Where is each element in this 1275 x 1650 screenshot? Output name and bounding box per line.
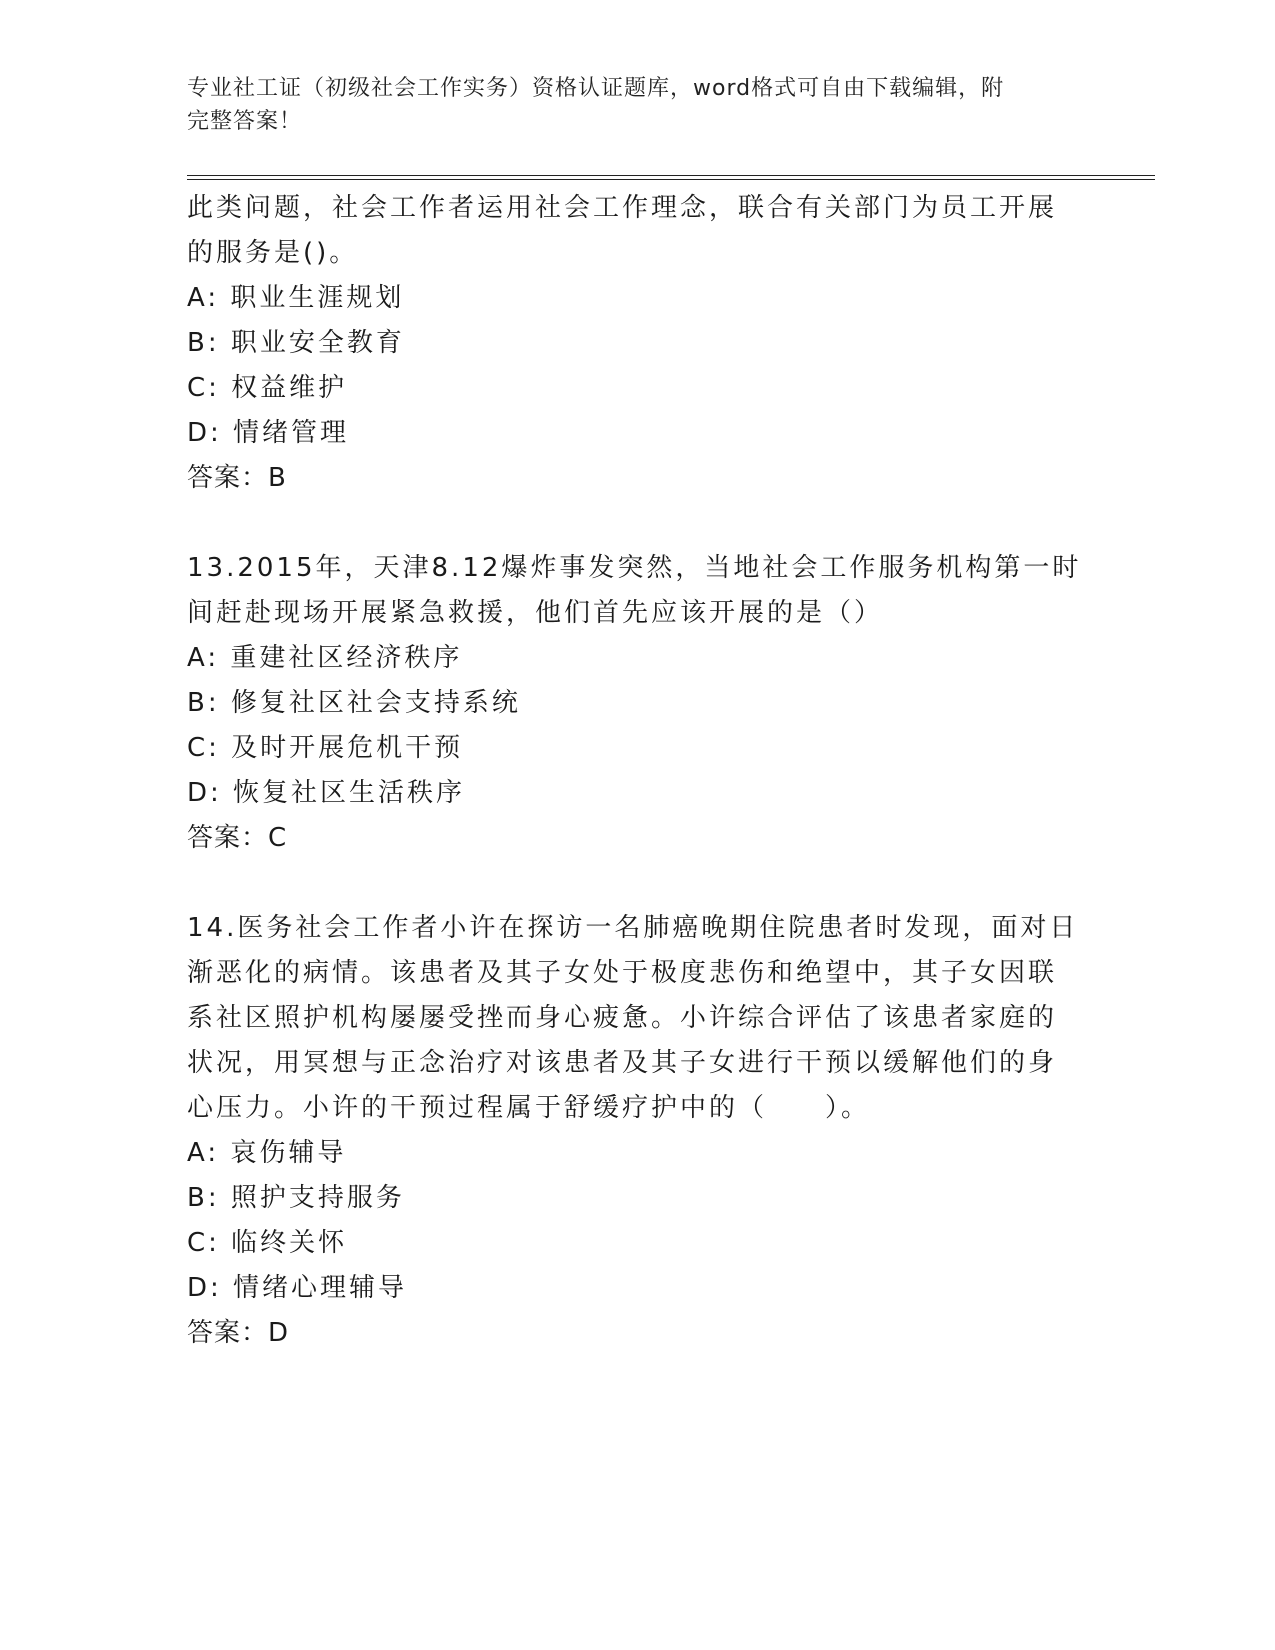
question-12 — [187, 186, 1087, 501]
question-14-stem-line-1: 14.医务社会工作者小许在探访一名肺癌晚期住院患者时发现，面对日 — [187, 913, 1079, 943]
question-12-option-c: C: 权益维护 — [187, 373, 348, 403]
question-12-answer: 答案：B — [187, 463, 287, 493]
question-12-option-d: D: 情绪管理 — [187, 418, 350, 448]
question-13 — [187, 546, 1087, 861]
question-13-option-a: A: 重建社区经济秩序 — [187, 643, 463, 673]
question-12-option-b: B: 职业安全教育 — [187, 328, 405, 358]
question-12-option-a: A: 职业生涯规划 — [187, 283, 405, 313]
question-14-option-c: C: 临终关怀 — [187, 1228, 348, 1258]
question-14-stem-line-4: 状况，用冥想与正念治疗对该患者及其子女进行干预以缓解他们的身 — [187, 1048, 1058, 1078]
question-14-option-d: D: 情绪心理辅导 — [187, 1273, 408, 1303]
question-14-stem-line-5: 心压力。小许的干预过程属于舒缓疗护中的（ ）。 — [187, 1093, 871, 1123]
question-12-stem-line-1: 此类问题，社会工作者运用社会工作理念，联合有关部门为员工开展 — [187, 193, 1058, 223]
question-14-answer: 答案：D — [187, 1318, 290, 1348]
header-line-2: 完整答案！ — [187, 109, 303, 134]
question-13-option-c: C: 及时开展危机干预 — [187, 733, 464, 763]
question-13-stem-line-2: 间赶赴现场开展紧急救援，他们首先应该开展的是（） — [187, 598, 884, 628]
question-14-stem-line-3: 系社区照护机构屡屡受挫而身心疲惫。小许综合评估了该患者家庭的 — [187, 1003, 1058, 1033]
header-double-rule — [187, 175, 1155, 180]
question-13-stem-line-1: 13.2015年，天津8.12爆炸事发突然，当地社会工作服务机构第一时 — [187, 553, 1082, 583]
header-line-1: 专业社工证（初级社会工作实务）资格认证题库，word格式可自由下载编辑，附 — [187, 76, 1005, 101]
question-14 — [187, 906, 1087, 1356]
question-14-option-a: A: 哀伤辅导 — [187, 1138, 347, 1168]
question-13-option-b: B: 修复社区社会支持系统 — [187, 688, 521, 718]
question-14-option-b: B: 照护支持服务 — [187, 1183, 405, 1213]
question-13-answer: 答案：C — [187, 823, 288, 853]
question-12-stem-line-2: 的服务是()。 — [187, 238, 359, 268]
question-list — [187, 186, 1087, 1356]
question-13-option-d: D: 恢复社区生活秩序 — [187, 778, 466, 808]
spacer — [187, 861, 1087, 906]
question-14-stem-line-2: 渐恶化的病情。该患者及其子女处于极度悲伤和绝望中，其子女因联 — [187, 958, 1058, 988]
spacer — [187, 501, 1087, 546]
page-header — [187, 72, 1087, 138]
